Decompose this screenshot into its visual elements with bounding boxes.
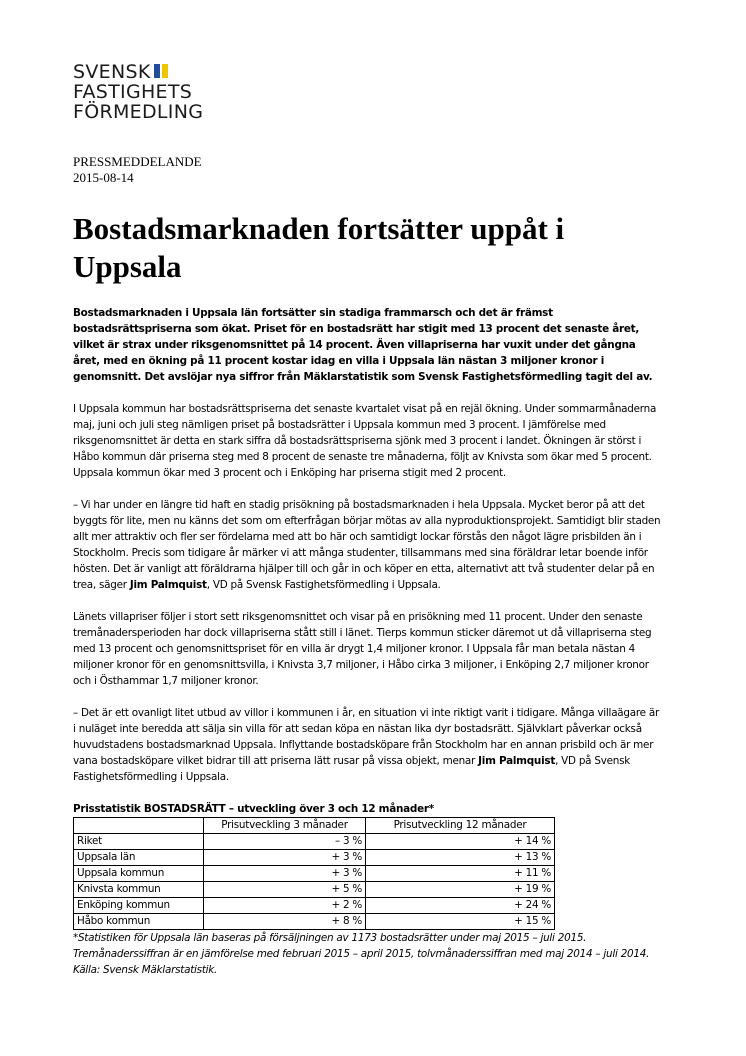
table-row <box>74 898 555 914</box>
price-statistics-table <box>73 817 555 930</box>
change-3m-cell: + 5 % <box>204 882 366 898</box>
table-header-row <box>74 818 555 834</box>
change-3m-cell: + 3 % <box>204 866 366 882</box>
paragraph-3: Länets villapriser följer i stort sett riksgenomsnittet och visar på en prisökning med 11 procent. Under den senaste tremånadersperioden har dock villapriserna stått still i länet. Tierps kommun sticker däremot ut då villapriserna steg med 13 procent och genomsnittspriset för en villa är drygt 1,4 miljoner kronor. I Uppsala får man betala nästan 4 miljoner kronor för en genomsnittsvilla, i Knivsta 3,7 miljoner, i Håbo cirka 3 miljoner, i Enköping 2,7 miljoner kronor och i Östhammar 1,7 miljoner kronor. <box>73 611 652 687</box>
table-header-cell: Prisutveckling 3 månader <box>204 818 366 834</box>
footnote: *Statistiken för Uppsala län baseras på försäljningen av 1173 bostadsrätter under maj 2015 – juli 2015. Tremånaderssiffran är en jämförelse med februari 2015 – april 2015, tolvmånaderssiffran med maj 2014 – juli 2014. Källa: Svensk Mäklarstatistik. <box>73 932 650 976</box>
table-row <box>74 866 555 882</box>
change-12m-cell: + 13 % <box>366 850 555 866</box>
page-title: Bostadsmarknaden fortsätter uppåt i Uppsala <box>73 211 565 284</box>
table-row <box>74 834 555 850</box>
change-3m-cell: – 3 % <box>204 834 366 850</box>
change-3m-cell: + 3 % <box>204 850 366 866</box>
change-12m-cell: + 14 % <box>366 834 555 850</box>
logo-line-2: FASTIGHETS <box>73 81 193 103</box>
paragraph-2-text: – Vi har under en längre tid haft en stadig prisökning på bostadsmarknaden i hela Uppsala. Mycket beror på att det byggts för lite, men nu känns det som om efterfrågan börjar mötas av alla nyproduktionsprojekt. Samtidigt blir staden allt mer attraktiv och fler ser fördelarna med att bo här och samtidigt lockar förstås den något lägre prisbilden än i Stockholm. Precis som tidigare år märker vi att många studenter, tillsammans med sina föräldrar letar boende inför hösten. Det är vanligt att föräldrarna hjälper till och går in och köper en etta, alternativt att två studenter delar på en trea, säger <box>73 499 661 591</box>
table-row <box>74 850 555 866</box>
paragraph-4 <box>73 705 663 785</box>
logo-line-3: FÖRMEDLING <box>73 101 204 123</box>
change-12m-cell: + 19 % <box>366 882 555 898</box>
change-12m-cell: + 24 % <box>366 898 555 914</box>
paragraph-4-text: – Det är ett ovanligt litet utbud av villor i kommunen i år, en situation vi inte riktigt varit i tidigare. Många villaägare är i nuläget inte beredda att sälja sin villa för att sedan köpa en nästan lika dyr bostadsrätt. Självklart påverkar också huvudstadens bostadsmarknad Uppsala. Inflyttande bostadsköpare från Stockholm har en annan prisbild och är mer vana bostadsköpare vilket bidrar till att priserna lätt rusar på vissa objekt, menar <box>73 707 660 767</box>
change-12m-cell: + 15 % <box>366 914 555 930</box>
table-title: Prisstatistik BOSTADSRÄTT – utveckling över 3 och 12 månader* <box>73 803 434 815</box>
flag-icon <box>154 64 169 78</box>
table-header-cell: Prisutveckling 12 månader <box>366 818 555 834</box>
document-type: PRESSMEDDELANDE <box>73 154 202 169</box>
change-3m-cell: + 2 % <box>204 898 366 914</box>
paragraph-2-after: , VD på Svensk Fastighetsförmedling i Uppsala. <box>206 579 441 591</box>
article-body <box>73 305 663 994</box>
region-cell: Enköping kommun <box>74 898 204 914</box>
table-header-cell <box>74 818 204 834</box>
table-row <box>74 882 555 898</box>
release-date: 2015-08-14 <box>73 170 134 185</box>
change-12m-cell: + 11 % <box>366 866 555 882</box>
quote-source-name: Jim Palmquist <box>478 755 556 767</box>
region-cell: Uppsala län <box>74 850 204 866</box>
paragraph-4-after: , VD på Svensk Fastighetsförmedling i Uppsala. <box>73 755 630 783</box>
company-logo <box>73 62 203 122</box>
logo-line-1: SVENSK <box>73 61 151 83</box>
table-row <box>74 914 555 930</box>
quote-source-name: Jim Palmquist <box>129 579 207 591</box>
region-cell: Knivsta kommun <box>74 882 204 898</box>
paragraph-1: I Uppsala kommun har bostadsrättspriserna det senaste kvartalet visat på en rejäl ökning. Under sommarmånaderna maj, juni och juli steg nämligen priset på bostadsrätter i Uppsala kommun med 3 procent. I jämförelse med riksgenomsnittet är detta en stark siffra då bostadsrättspriserna sjönk med 3 procent i landet. Ökningen är störst i Håbo kommun där priserna steg med 8 procent de senaste tre månaderna, följt av Knivsta som ökar med 5 procent. Uppsala kommun ökar med 3 procent och i Enköping har priserna stigit med 2 procent. <box>73 403 657 479</box>
region-cell: Riket <box>74 834 204 850</box>
press-header <box>73 154 202 186</box>
paragraph-2 <box>73 497 663 593</box>
region-cell: Håbo kommun <box>74 914 204 930</box>
change-3m-cell: + 8 % <box>204 914 366 930</box>
lead-paragraph: Bostadsmarknaden i Uppsala län fortsätter sin stadiga frammarsch och det är främst bostadsrättspriserna som ökat. Priset för en bostadsrätt har stigit med 13 procent det senaste året, vilket är strax under riksgenomsnittet på 14 procent. Även villapriserna har vuxit under det gångna året, med en ökning på 11 procent kostar idag en villa i Uppsala län nästan 3 miljoner kronor i genomsnitt. Det avslöjar nya siffror från Mäklarstatistik som Svensk Fastighetsförmedling tagit del av. <box>73 307 653 383</box>
region-cell: Uppsala kommun <box>74 866 204 882</box>
